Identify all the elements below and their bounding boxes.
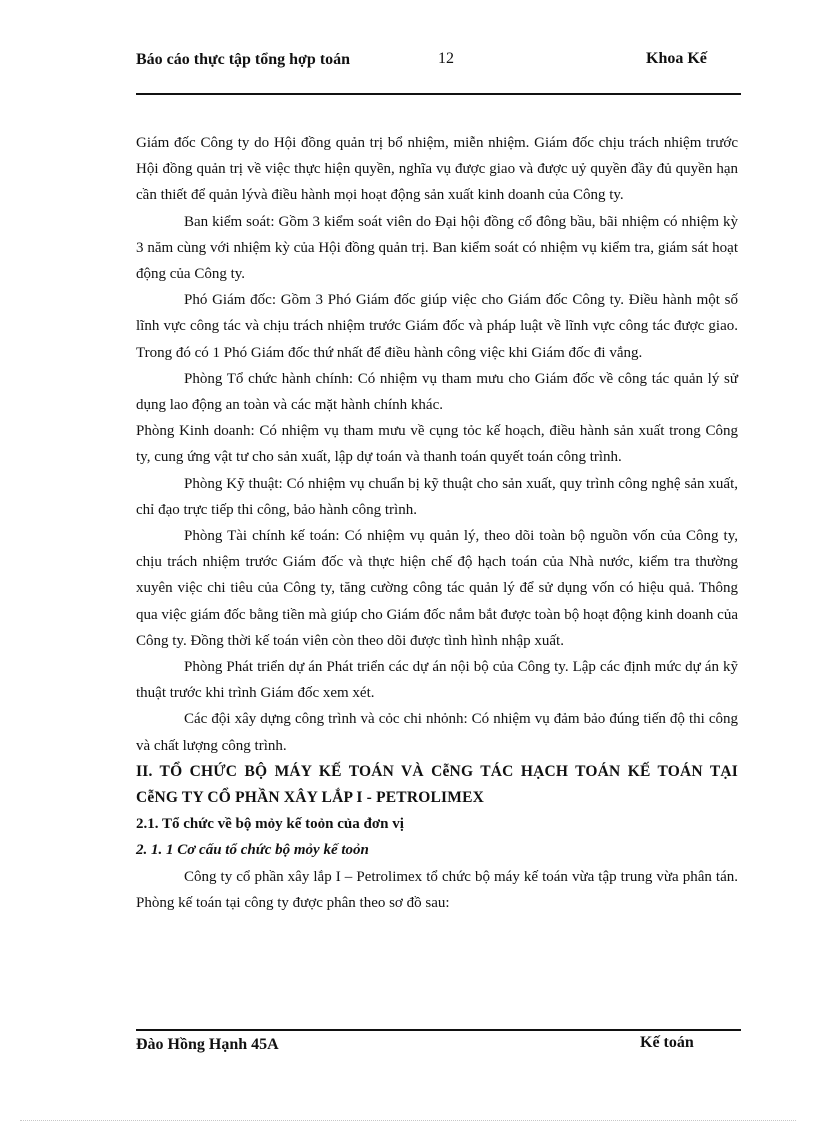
- footer-rule: [136, 1029, 741, 1031]
- paragraph-business-department: Phòng Kinh doanh: Có nhiệm vụ tham mưu về cụng tỏc kế hoạch, điều hành sản xuất trong Công ty, cung ứng vật tư cho sản xuất, lập dự toán và thanh toán quyết toán công trình.: [136, 423, 738, 466]
- paragraph-finance-department: Phòng Tài chính kế toán: Có nhiệm vụ quản lý, theo dõi toàn bộ nguồn vốn của Công ty, chịu trách nhiệm trước Giám đốc và thực hiện chế độ hạch toán của Nhà nước, kiểm tra thường xuyên việc chi tiêu của Công ty, tăng cường công tác quản lý để sử dụng vốn có hiệu quả. Thông qua việc giám đốc bằng tiền mà giúp cho Giám đốc nắm bắt được toàn bộ hoạt động kinh doanh của Công ty. Đồng thời kế toán viên còn theo dõi được tình hình nhập xuất.: [136, 528, 738, 649]
- paragraph-director: Giám đốc Công ty do Hội đồng quản trị bổ nhiệm, miễn nhiệm. Giám đốc chịu trách nhiệm trước Hội đồng quản trị về việc thực hiện quyền, nghĩa vụ được giao và được uỷ quyền đầy đủ quyền hạn cần thiết để quản lývà điều hành mọi hoạt động sản xuất kinh doanh của Công ty.: [136, 135, 738, 204]
- paragraph-admin-department: Phòng Tổ chức hành chính: Có nhiệm vụ tham mưu cho Giám đốc về công tác quản lý sử dụng lao động an toàn và các mặt hành chính khác.: [136, 370, 738, 414]
- page-header: [136, 48, 740, 94]
- page-bottom-border: [20, 1120, 796, 1121]
- paragraph-accounting-structure: Công ty cổ phần xây lắp I – Petrolimex tổ chức bộ máy kế toán vừa tập trung vừa phân tán. Phòng kế toán tại công ty được phân theo sơ đồ sau:: [136, 868, 738, 911]
- footer-department: Kế toán: [640, 1034, 694, 1051]
- paragraph-supervisory-board: Ban kiểm soát: Gồm 3 kiểm soát viên do Đại hội đồng cổ đông bầu, bãi nhiệm có nhiệm kỳ 3 năm cùng với nhiệm kỳ của Hội đồng quản trị. Ban kiểm soát có nhiệm vụ kiểm tra, giám sát hoạt động của Công ty.: [136, 213, 738, 283]
- paragraph-deputy-director: Phó Giám đốc: Gồm 3 Phó Giám đốc giúp việc cho Giám đốc Công ty. Điều hành một số lĩnh vực công tác và chịu trách nhiệm trước Giám đốc và pháp luật về lĩnh vực công tác được giao. Trong đó có 1 Phó Giám đốc thứ nhất để điều hành công việc khi Giám đốc đi vắng.: [136, 292, 738, 361]
- document-body: [136, 130, 738, 916]
- header-rule: [136, 93, 741, 95]
- page-footer: [136, 1034, 740, 1078]
- paragraph-construction-teams: Các đội xây dựng công trình và cỏc chi nhỏnh: Có nhiệm vụ đảm bảo đúng tiến độ thi công và chất lượng công trình.: [136, 711, 738, 754]
- sub-subsection-heading: 2. 1. 1 Cơ cấu tổ chức bộ mỏy kế toỏn: [136, 842, 369, 859]
- paragraph-project-department: Phòng Phát triển dự án Phát triển các dự án nội bộ của Công ty. Lập các định mức dự án kỹ thuật trước khi trình Giám đốc xem xét.: [136, 659, 738, 702]
- header-department: Khoa Kế: [646, 50, 707, 67]
- subsection-heading: 2.1. Tổ chức về bộ mỏy kế toỏn của đơn vị: [136, 816, 404, 833]
- page-number: 12: [438, 50, 454, 67]
- header-title: Báo cáo thực tập tổng hợp toán: [136, 51, 351, 68]
- paragraph-technical-department: Phòng Kỹ thuật: Có nhiệm vụ chuẩn bị kỹ thuật cho sản xuất, quy trình công nghệ sản xuất, chỉ đạo trực tiếp thi công, bảo hành công trình.: [136, 475, 738, 518]
- footer-author: Đào Hồng Hạnh 45A: [136, 1036, 279, 1053]
- section-heading: II. TỔ CHỨC BỘ MÁY KẾ TOÁN VÀ CễNG TÁC HẠCH TOÁN KẾ TOÁN TẠI CễNG TY CỔ PHẦN XÂY LẮP I - PETROLIMEX: [136, 762, 738, 807]
